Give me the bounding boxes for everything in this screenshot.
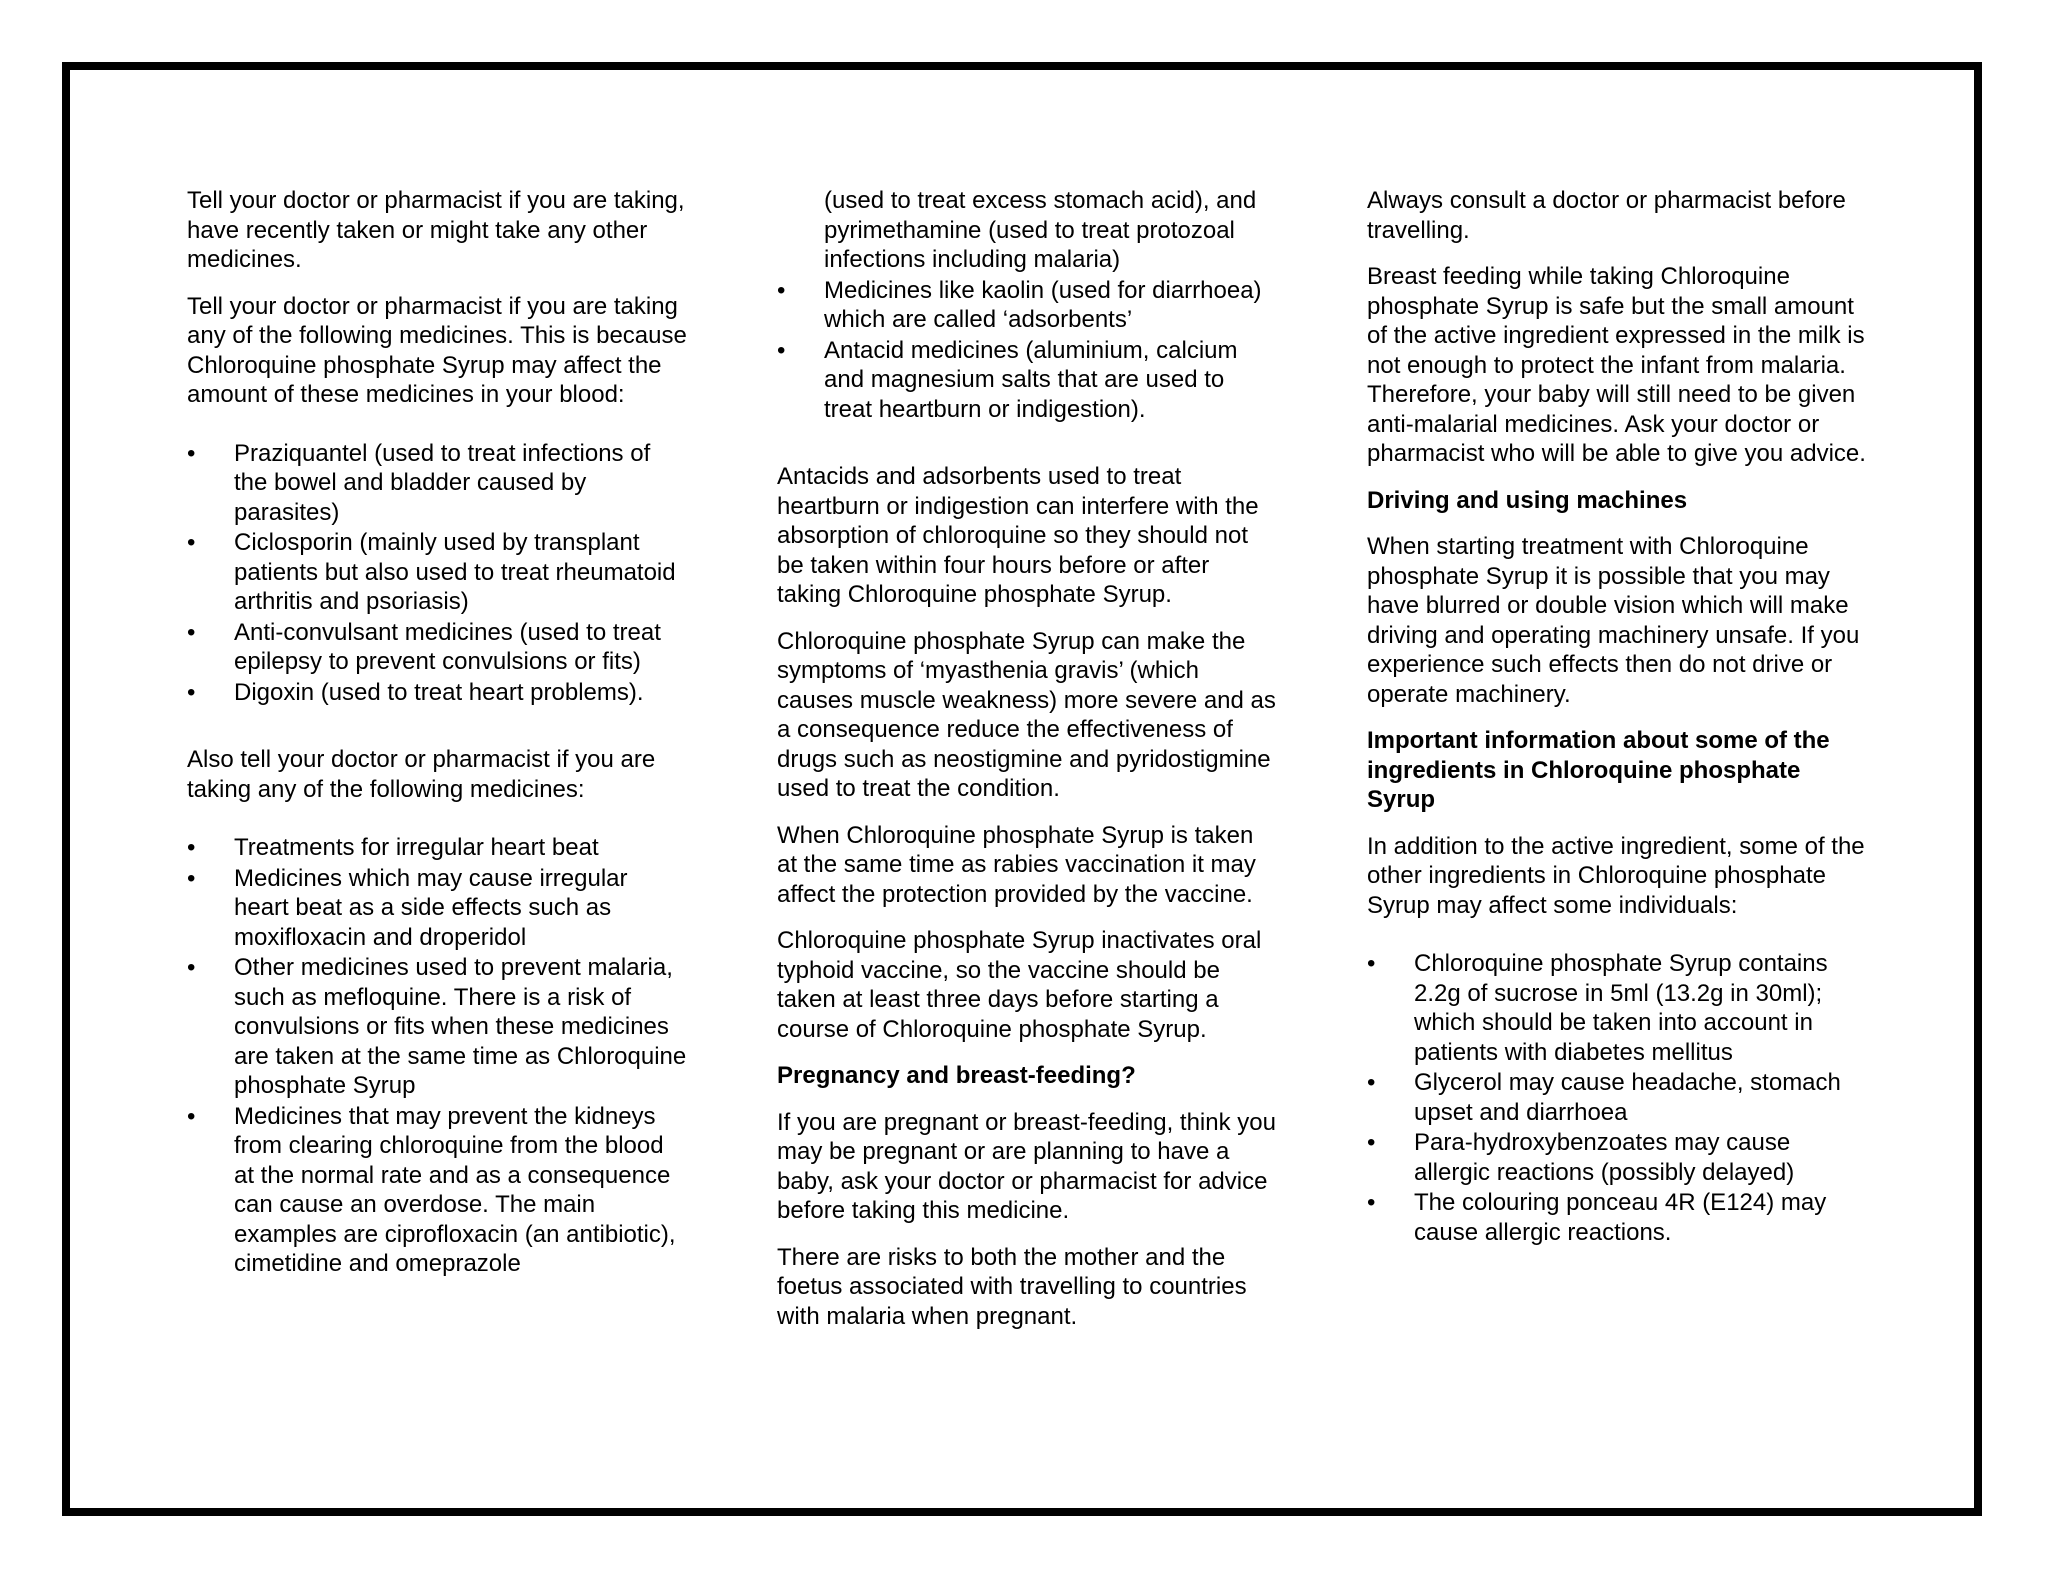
list-item: • Digoxin (used to treat heart problems).: [187, 678, 687, 708]
paragraph: Tell your doctor or pharmacist if you are taking any of the following medicines. This is because Chloroquine phosphate Syrup may affect the amount of these medicines in your blood:: [187, 292, 687, 408]
list-item: • Medicines that may prevent the kidneys from clearing chloroquine from the blood at the normal rate and as a consequence can cause an overdose. The main examples are ciprofloxacin (an antibiotic), cimetidine and omeprazole: [187, 1102, 687, 1279]
paragraph: Breast feeding while taking Chloroquine phosphate Syrup is safe but the small amount of the active ingredient expressed in the milk is not enough to protect the infant from malaria. Therefore, your baby will still need to be given anti-malarial medicines. Ask your doctor or pharmacist who will be able to give you advice.: [1367, 263, 1866, 467]
list-item: • Other medicines used to prevent malaria, such as mefloquine. There is a risk of convulsions or fits when these medicines are taken at the same time as Chloroquine phosphate Syrup: [187, 953, 687, 1101]
list-item: • Glycerol may cause headache, stomach upset and diarrhoea: [1367, 1068, 1867, 1127]
medicines-list: [777, 186, 1277, 424]
column-3: [1367, 186, 1867, 1264]
section-heading: Pregnancy and breast-feeding?: [777, 1062, 1136, 1089]
list-item: • The colouring ponceau 4R (E124) may cause allergic reactions.: [1367, 1188, 1867, 1247]
list-item: • Anti-convulsant medicines (used to treat epilepsy to prevent convulsions or fits): [187, 618, 687, 677]
list-item: • Antacid medicines (aluminium, calcium and magnesium salts that are used to treat heartburn or indigestion).: [777, 336, 1277, 425]
paragraph: When Chloroquine phosphate Syrup is taken at the same time as rabies vaccination it may affect the protection provided by the vaccine.: [777, 821, 1256, 908]
section-heading: Important information about some of the ingredients in Chloroquine phosphate Syrup: [1367, 727, 1830, 813]
paragraph: Chloroquine phosphate Syrup inactivates oral typhoid vaccine, so the vaccine should be taken at least three days before starting a course of Chloroquine phosphate Syrup.: [777, 927, 1262, 1043]
column-2: [777, 186, 1277, 1348]
medicines-list: [187, 439, 687, 708]
list-item-continued: (used to treat excess stomach acid), and pyrimethamine (used to treat protozoal infections including malaria): [824, 187, 1257, 273]
paragraph: In addition to the active ingredient, some of the other ingredients in Chloroquine phosphate Syrup may affect some individuals:: [1367, 832, 1865, 919]
column-1: [187, 186, 687, 1296]
list-item: • Medicines which may cause irregular heart beat as a side effects such as moxifloxacin and droperidol: [187, 864, 687, 953]
list-item: • Praziquantel (used to treat infections of the bowel and bladder caused by parasites): [187, 439, 687, 528]
medicines-list: [187, 833, 687, 1279]
paragraph: Always consult a doctor or pharmacist before travelling.: [1367, 187, 1846, 244]
list-item: • Treatments for irregular heart beat: [187, 833, 687, 863]
list-item: • Para-hydroxybenzoates may cause allergic reactions (possibly delayed): [1367, 1128, 1867, 1187]
ingredients-list: [1367, 949, 1867, 1247]
section-heading: Driving and using machines: [1367, 486, 1688, 514]
list-item: • Ciclosporin (mainly used by transplant patients but also used to treat rheumatoid arthritis and psoriasis): [187, 528, 687, 617]
paragraph: There are risks to both the mother and the foetus associated with travelling to countries with malaria when pregnant.: [777, 1243, 1247, 1330]
list-item: • Chloroquine phosphate Syrup contains 2.2g of sucrose in 5ml (13.2g in 30ml); which should be taken into account in patients with diabetes mellitus: [1367, 949, 1867, 1067]
paragraph: If you are pregnant or breast-feeding, think you may be pregnant or are planning to have a baby, ask your doctor or pharmacist for advice before taking this medicine.: [777, 1108, 1276, 1224]
paragraph: Also tell your doctor or pharmacist if you are taking any of the following medicines:: [187, 746, 656, 803]
paragraph: When starting treatment with Chloroquine phosphate Syrup it is possible that you may have blurred or double vision which will make driving and operating machinery unsafe. If you experience such effects then do not drive or operate machinery.: [1367, 533, 1860, 708]
paragraph: Antacids and adsorbents used to treat heartburn or indigestion can interfere with the absorption of chloroquine so they should not be taken within four hours before or after taking Chloroquine phosphate Syrup.: [777, 463, 1259, 608]
paragraph: Tell your doctor or pharmacist if you are taking, have recently taken or might take any other medicines.: [187, 187, 685, 273]
paragraph: Chloroquine phosphate Syrup can make the symptoms of ‘myasthenia gravis’ (which causes muscle weakness) more severe and as a consequence reduce the effectiveness of drugs such as neostigmine and pyridostigmine used to treat the condition.: [777, 627, 1276, 802]
list-item: • Medicines like kaolin (used for diarrhoea) which are called ‘adsorbents’: [777, 276, 1277, 335]
